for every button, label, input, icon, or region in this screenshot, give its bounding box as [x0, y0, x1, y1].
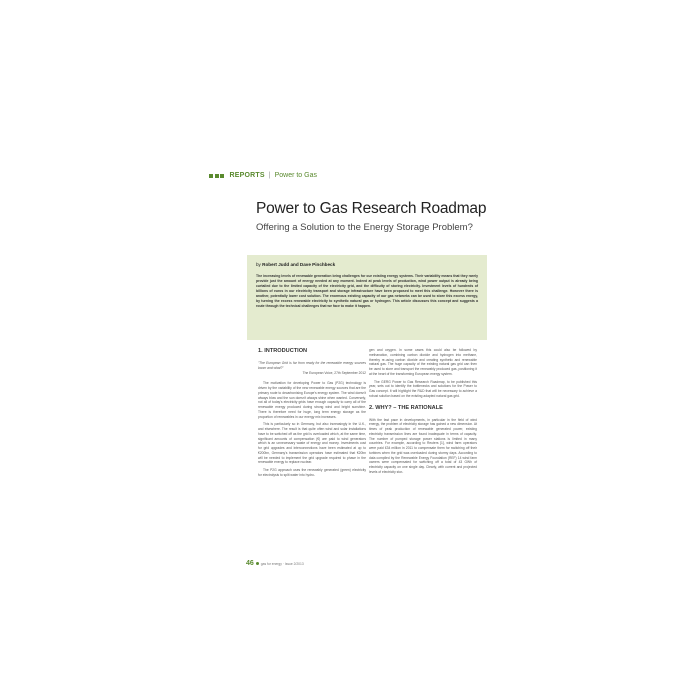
- section-heading-rationale: 2. WHY? – THE RATIONALE: [369, 404, 443, 411]
- abstract-box: [247, 255, 487, 340]
- paragraph: gen and oxygen. In some cases this could also be followed by methanation, combining carbon dioxide and hydrogen into methane, thereby re-using carbon dioxide and creating synthetic and renewable natural gas. The huge capacity of the existing natural gas grid can then be used to store and transport the renewably produced gas, positioning it at the heart of the transforming European energy system.: [369, 348, 477, 376]
- paragraph: This is particularly so in Germany, but also increasingly in the U.K., and elsewhere. The result is that quite often wind and solar installations have to be switched off as the grid is overloaded which, at the same time, significant amounts of compensation (€) are paid to wind generators which is an unnecessary waste of energy and money. Investments cost for grid upgrades and interconnections have been estimated at up to €200bn, Germany's transmission operators have estimated that €20bn will be needed to implement the grid upgrade required to phase in the renewable energy to replace nuclear.: [258, 422, 366, 465]
- section-header: [209, 170, 317, 182]
- byline: [256, 262, 478, 267]
- section-separator: |: [268, 172, 271, 179]
- column-right: [369, 348, 477, 478]
- abstract-text: The increasing levels of renewable generation bring challenges for our existing energy systems. Their variability means that they rarely provide just the amount of energy needed at any moment. Indeed at peak levels of production, wind power output is already being curtailed due to the limited capacity of the electricity grid, and the difficulty of storing electricity. Investment levels of hundreds of billions of euros in our electricity transport and storage infrastructure have been proposed to meet this challenge. However there is another, potentially lower cost solution. The enormous existing capacity of our gas networks can be used to store this excess energy, by turning the excess renewable electricity to synthetic natural gas or hydrogen. This article discusses this concept and suggests a route through the technical challenges that we face to make it happen.: [256, 274, 478, 308]
- bullet-icon: [256, 562, 259, 565]
- article-subtitle: Offering a Solution to the Energy Storage Problem?: [256, 222, 473, 233]
- authors: Robert Judd and Dave Pinchbeck: [262, 262, 336, 267]
- section-squares-icon: [209, 174, 226, 178]
- journal-name: gas for energy · Issue 2/2013: [260, 561, 304, 566]
- column-left: [258, 348, 366, 481]
- epigraph-quote: "The European Grid is far from ready for the renewable energy sources boom and what?": [258, 361, 366, 370]
- paragraph: The motivation for developing Power to Gas (P2G) technology is driven by the variability of the new renewable energy sources that are the primary route to decarbonising Europe's energy system. The wind doesn't always blow and the sun doesn't always shine when wanted. Conversely, not all of today's electricity grids have enough capacity to carry all of the renewable energy produced during strong wind and bright sunshine. There is therefore need for huge, long term energy storage as the proportion of renewables in our energy mix increases.: [258, 381, 366, 419]
- paragraph: The GERG Power to Gas Research Roadmap, to be published this year, sets out to identify the bottlenecks and solutions for the Power to Gas concept. It will highlight the R&D that will be necessary to achieve a robust solution based on the existing adapted natural gas grid.: [369, 379, 477, 398]
- article-title: Power to Gas Research Roadmap: [256, 200, 487, 217]
- page-number: 46: [246, 560, 254, 567]
- epigraph-citation: The European Voice, 27th September 2012: [302, 370, 366, 375]
- section-topic: Power to Gas: [274, 172, 317, 179]
- section-label: REPORTS: [229, 172, 265, 179]
- section-heading-introduction: 1. INTRODUCTION: [258, 348, 308, 354]
- page-footer: [246, 560, 304, 567]
- paragraph: With the fast pace in developments, in particular in the field of wind energy, the problem of electricity storage has gained a new dimension. At times of peak production of renewable generated power, existing electricity transmission lines are found inadequate in terms of capacity. The number of pumped storage power stations is limited in many countries. For example, according to Reuters [1], wind farm operators were paid £34 million in 2011 to compensate them for switching off their turbines when the grid was overloaded during stormy days. According to data compiled by the Renewable Energy Foundation (REF) 14 wind farm owners were compensated for switching off a total of 43 GWh of electricity capacity on one single day. Clearly, with current and projected levels of electricity stor-: [369, 417, 477, 474]
- byline-prefix: by: [256, 262, 261, 267]
- paragraph: The P2G approach uses the renewably generated (green) electricity for electrolysis to split water into hydro-: [258, 468, 366, 477]
